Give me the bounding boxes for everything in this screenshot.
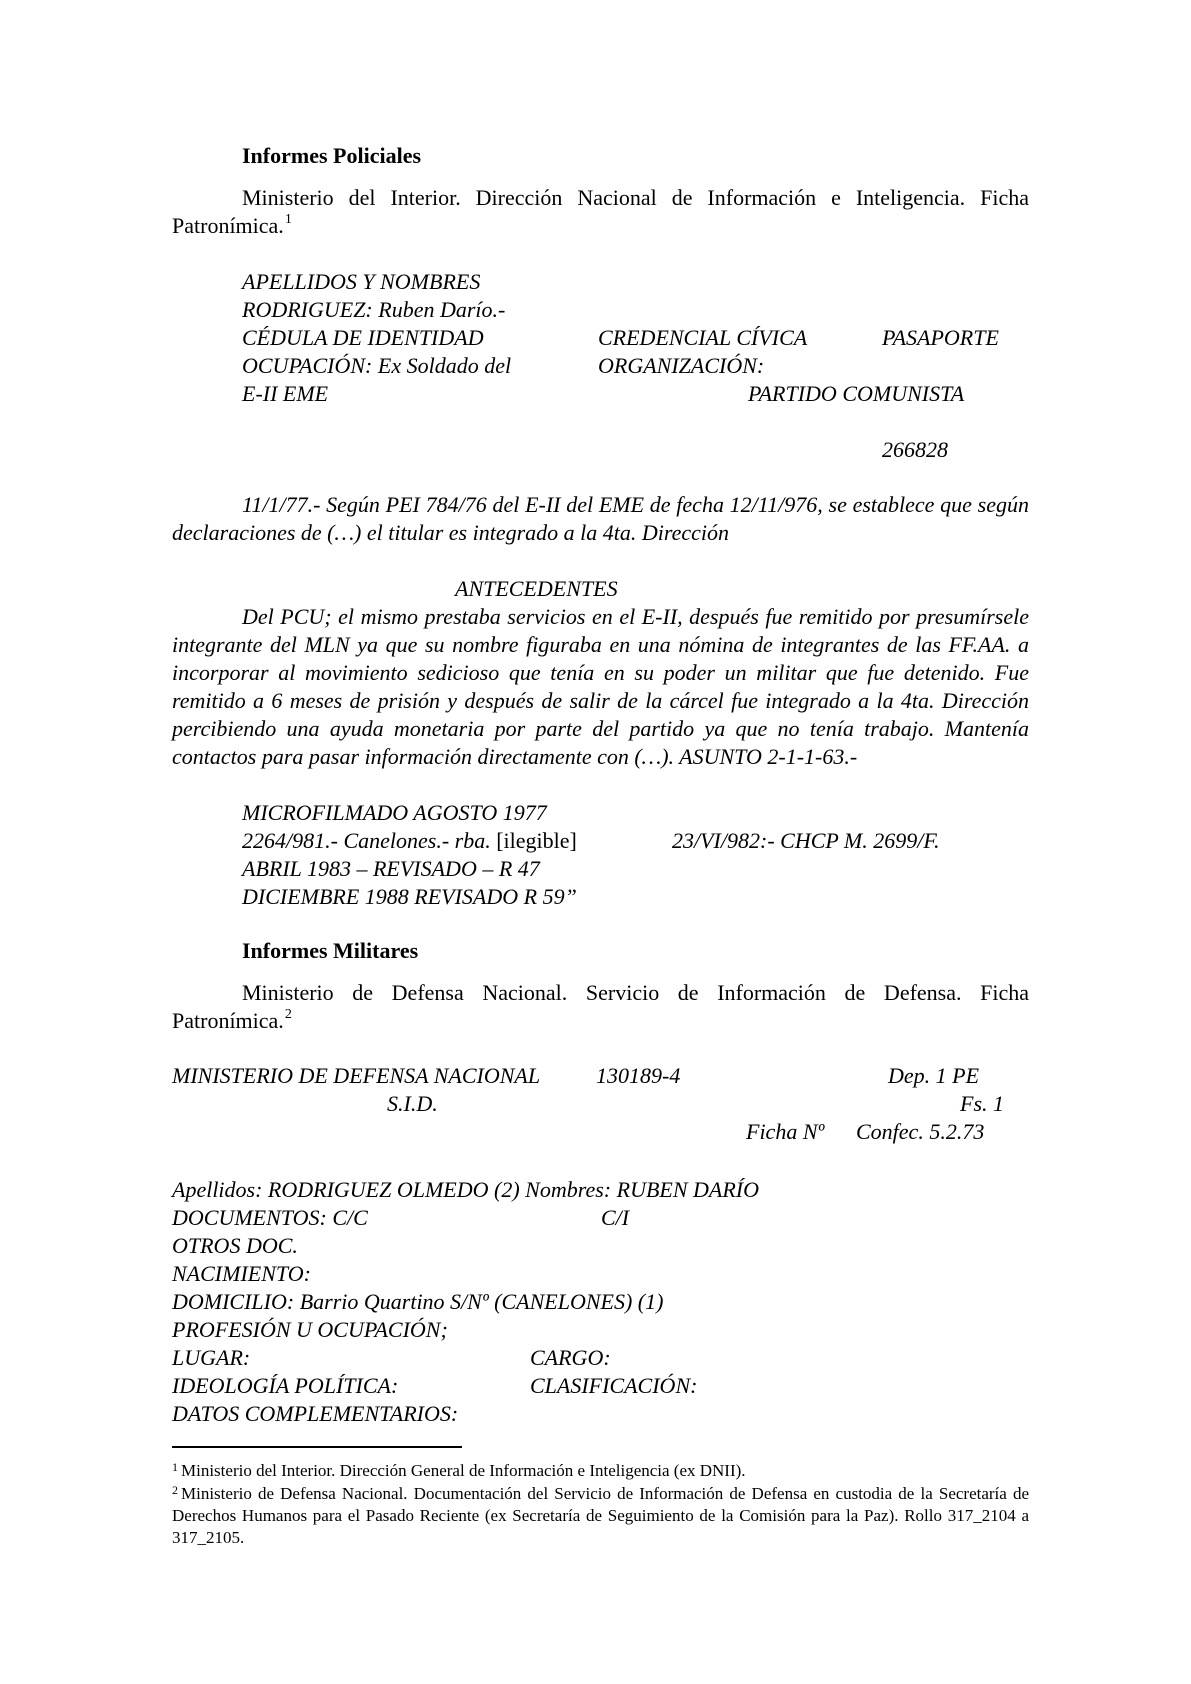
abril-revision: ABRIL 1983 – REVISADO – R 47 <box>242 856 540 881</box>
police-heading: Informes Policiales <box>242 143 422 168</box>
clasificacion-label: CLASIFICACIÓN: <box>530 1373 698 1398</box>
profesion-label: PROFESIÓN U OCUPACIÓN; <box>172 1317 448 1342</box>
military-intro <box>172 979 1029 1035</box>
organizacion-value: PARTIDO COMUNISTA <box>748 381 965 406</box>
annotation-2264-text: 2264/981.- Canelones.- rba. <box>242 828 491 853</box>
footnote-ref-1[interactable]: 1 <box>284 212 292 227</box>
cargo-label: CARGO: <box>530 1345 611 1370</box>
ocupacion-continued: E-II EME <box>242 381 329 406</box>
domicilio-line: DOMICILIO: Barrio Quartino S/Nº (CANELONES) (1) <box>172 1289 664 1314</box>
subject-name: RODRIGUEZ: Ruben Darío.- <box>242 297 506 322</box>
ci-label: C/I <box>601 1205 630 1230</box>
ideologia-label: IDEOLOGÍA POLÍTICA: <box>172 1373 399 1398</box>
police-intro-text: Ministerio del Interior. Dirección Nacional de Información e Inteligencia. Ficha Patronímica. <box>172 185 1029 238</box>
antecedentes-text: Del PCU; el mismo prestaba servicios en el E-II, después fue remitido por presumírsele integrante del MLN ya que su nombre figuraba en una nómina de integrantes de las FF.AA. a incorporar al movimiento sedicioso que tenía en su poder un militar que fue detenido. Fue remitido a 6 meses de prisión y después de salir de la cárcel fue integrado a la 4ta. Dirección percibiendo una ayuda monetaria por parte del partido ya que no tenía trabajo. Mantenía contactos para pasar información directamente con (…). ASUNTO 2-1-1-63.- <box>172 604 1029 769</box>
footnote-1-text: Ministerio del Interior. Dirección General de Información e Inteligencia (ex DNII). <box>181 1461 746 1480</box>
otros-doc-label: OTROS DOC. <box>172 1233 298 1258</box>
header-dep: Dep. 1 PE <box>888 1063 980 1088</box>
documentos-label: DOCUMENTOS: C/C <box>172 1205 368 1230</box>
microfilmado-line: MICROFILMADO AGOSTO 1977 <box>242 800 547 825</box>
ocupacion-label: OCUPACIÓN: Ex Soldado del <box>242 353 512 378</box>
lugar-label: LUGAR: <box>172 1345 251 1370</box>
cedula-label: CÉDULA DE IDENTIDAD <box>242 325 484 350</box>
datos-complementarios-label: DATOS COMPLEMENTARIOS: <box>172 1401 459 1426</box>
header-number: 130189-4 <box>596 1063 681 1088</box>
annotation-chcp: 23/VI/982:- CHCP M. 2699/F. <box>672 828 940 853</box>
police-entry: 11/1/77.- Según PEI 784/76 del E-II del EME de fecha 12/11/976, se establece que según declaraciones de (…) el titular es integrado a la 4ta. Dirección <box>172 492 1029 545</box>
nacimiento-label: NACIMIENTO: <box>172 1261 311 1286</box>
record-number: 266828 <box>882 437 948 462</box>
ministerio-header: MINISTERIO DE DEFENSA NACIONAL <box>172 1063 541 1088</box>
header-confec: Confec. 5.2.73 <box>856 1119 985 1144</box>
apellidos-label: APELLIDOS Y NOMBRES <box>242 269 481 294</box>
header-sid: S.I.D. <box>387 1091 438 1116</box>
military-heading: Informes Militares <box>242 938 419 963</box>
organizacion-label: ORGANIZACIÓN: <box>598 353 765 378</box>
footnote-2-text: Ministerio de Defensa Nacional. Documentación del Servicio de Información de Defensa en custodia de la Secretaría de Derechos Humanos para el Pasado Reciente (ex Secretaría de Seguimiento de la Comisión para la Paz). Rollo 317_2104 a 317_2105. <box>172 1484 1029 1547</box>
military-intro-text: Ministerio de Defensa Nacional. Servicio de Información de Defensa. Ficha Patronímica. <box>172 980 1029 1033</box>
credencial-label: CREDENCIAL CÍVICA <box>598 325 808 350</box>
annotation-2264 <box>242 827 577 855</box>
pasaporte-label: PASAPORTE <box>882 325 999 350</box>
diciembre-revision: DICIEMBRE 1988 REVISADO R 59” <box>242 884 577 909</box>
illegible-mark: [ilegible] <box>496 828 577 853</box>
footnote-ref-2[interactable]: 2 <box>284 1007 292 1022</box>
police-intro <box>172 184 1029 240</box>
footnote-2 <box>172 1483 1029 1549</box>
footnote-1 <box>172 1460 1029 1482</box>
footnote-2-marker: 2 <box>172 1483 178 1497</box>
apellidos-line: Apellidos: RODRIGUEZ OLMEDO (2) Nombres: RUBEN DARÍO <box>172 1177 759 1202</box>
header-fs: Fs. 1 <box>960 1091 1004 1116</box>
antecedentes-title: ANTECEDENTES <box>455 576 618 601</box>
footnote-1-marker: 1 <box>172 1460 178 1474</box>
footnote-divider <box>172 1446 462 1448</box>
header-ficha: Ficha Nº <box>746 1119 825 1144</box>
